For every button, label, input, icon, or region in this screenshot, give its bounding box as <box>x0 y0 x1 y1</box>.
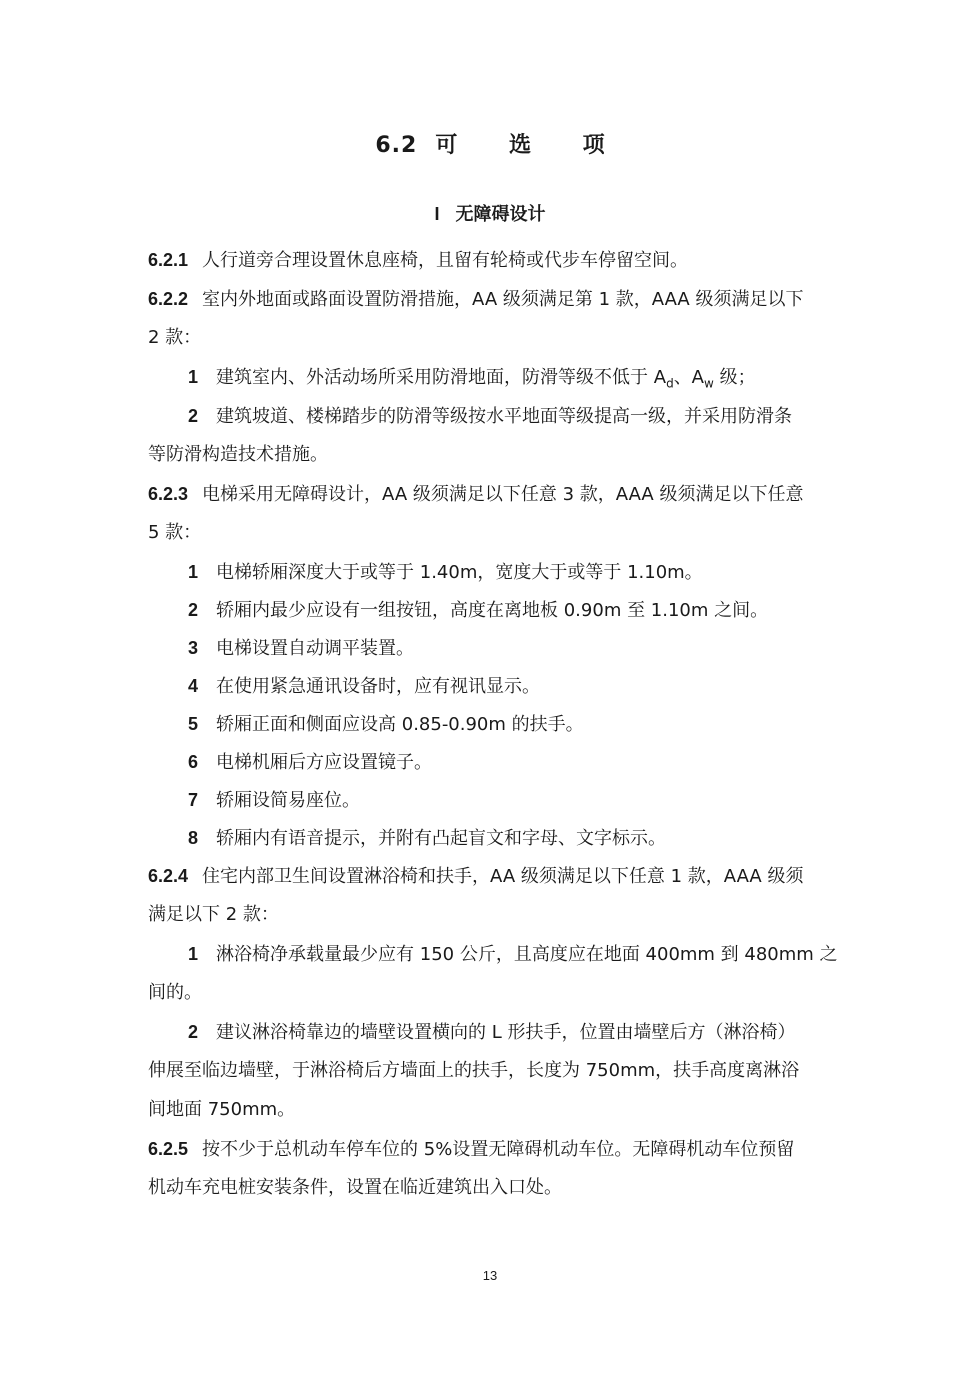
clause-text: 住宅内部卫生间设置淋浴椅和扶手，AA 级须满足以下任意 1 款，AAA 级须 <box>202 866 804 887</box>
section-title <box>0 128 980 159</box>
item-number: 5 <box>188 714 199 734</box>
item-number: 2 <box>188 406 199 426</box>
item-text: 轿厢内最少应设有一组按钮，高度在离地板 0.90m 至 1.10m 之间。 <box>216 600 769 621</box>
clause-6-2-1 <box>148 248 858 273</box>
clause-6-2-4-cont: 满足以下 2 款： <box>148 904 279 925</box>
section-title-text: 可 选 项 <box>435 133 627 158</box>
item-number: 4 <box>188 676 199 696</box>
item-text: 建议淋浴椅靠边的墙壁设置横向的 L 形扶手，位置由墙壁后方（淋浴椅） <box>216 1022 796 1043</box>
clause-text: 电梯采用无障碍设计，AA 级须满足以下任意 3 款，AAA 级须满足以下任意 <box>202 484 804 505</box>
clause-6-2-4 <box>148 864 858 889</box>
item-text: 在使用紧急通讯设备时，应有视讯显示。 <box>216 676 541 697</box>
item-text: 轿厢设简易座位。 <box>216 790 361 811</box>
item-6-2-2-2 <box>188 404 858 429</box>
clause-6-2-5-cont: 机动车充电桩安装条件，设置在临近建筑出入口处。 <box>148 1177 562 1198</box>
item-6-2-3-5 <box>188 712 858 737</box>
item-6-2-2-2-cont: 等防滑构造技术措施。 <box>148 444 328 465</box>
clause-6-2-2 <box>148 287 858 312</box>
clause-number: 6.2.1 <box>148 250 189 270</box>
item-text: 轿厢内有语音提示，并附有凸起盲文和字母、文字标示。 <box>216 828 667 849</box>
item-text: 建筑坡道、楼梯踏步的防滑等级按水平地面等级提高一级，并采用防滑条 <box>216 406 793 427</box>
item-number: 2 <box>188 1022 199 1042</box>
item-6-2-4-2-cont1: 伸展至临边墙壁，于淋浴椅后方墙面上的扶手，长度为 750mm，扶手高度离淋浴 <box>148 1060 800 1081</box>
item-6-2-3-6 <box>188 750 858 775</box>
clause-6-2-3-cont: 5 款： <box>148 522 202 543</box>
clause-6-2-3 <box>148 482 858 507</box>
clause-6-2-2-cont: 2 款： <box>148 327 202 348</box>
item-number: 1 <box>188 562 199 582</box>
subsection-title <box>0 200 980 226</box>
item-text: 淋浴椅净承载量最少应有 150 公斤，且高度应在地面 400mm 到 480mm 之 <box>216 944 838 965</box>
item-6-2-4-2-cont2: 间地面 750mm。 <box>148 1099 296 1120</box>
item-6-2-3-7 <box>188 788 858 813</box>
clause-text: 人行道旁合理设置休息座椅，且留有轮椅或代步车停留空间。 <box>202 250 689 271</box>
subscript: d <box>666 376 674 391</box>
item-text: 建筑室内、外活动场所采用防滑地面，防滑等级不低于 A <box>216 367 667 388</box>
clause-number: 6.2.4 <box>148 866 189 886</box>
item-number: 1 <box>188 944 199 964</box>
subsection-roman: I <box>434 204 440 224</box>
clause-text: 室内外地面或路面设置防滑措施，AA 级须满足第 1 款，AAA 级须满足以下 <box>202 289 804 310</box>
item-6-2-2-1 <box>188 365 858 396</box>
item-6-2-4-1 <box>188 942 858 967</box>
item-number: 7 <box>188 790 199 810</box>
item-text-mid: 、A <box>673 367 705 388</box>
item-6-2-3-3 <box>188 636 858 661</box>
item-number: 1 <box>188 367 199 387</box>
clause-text: 按不少于总机动车停车位的 5%设置无障碍机动车位。无障碍机动车位预留 <box>202 1139 795 1160</box>
section-number: 6.2 <box>375 133 418 158</box>
item-6-2-3-2 <box>188 598 858 623</box>
page-number: 13 <box>482 1268 498 1283</box>
item-6-2-3-1 <box>188 560 858 585</box>
subsection-title-text: 无障碍设计 <box>455 204 546 225</box>
item-6-2-4-1-cont: 间的。 <box>148 982 202 1003</box>
subscript: w <box>704 376 714 391</box>
clause-6-2-5 <box>148 1137 858 1162</box>
clause-number: 6.2.5 <box>148 1139 189 1159</box>
item-text: 电梯设置自动调平装置。 <box>216 638 415 659</box>
item-text: 电梯机厢后方应设置镜子。 <box>216 752 433 773</box>
item-6-2-3-4 <box>188 674 858 699</box>
item-text: 电梯轿厢深度大于或等于 1.40m，宽度大于或等于 1.10m。 <box>216 562 703 583</box>
item-number: 8 <box>188 828 199 848</box>
item-text: 轿厢正面和侧面应设高 0.85-0.90m 的扶手。 <box>216 714 584 735</box>
clause-number: 6.2.3 <box>148 484 189 504</box>
item-number: 2 <box>188 600 199 620</box>
item-number: 3 <box>188 638 199 658</box>
clause-number: 6.2.2 <box>148 289 189 309</box>
item-text-end: 级； <box>713 367 756 388</box>
item-6-2-3-8 <box>188 826 858 851</box>
item-number: 6 <box>188 752 199 772</box>
item-6-2-4-2 <box>188 1020 858 1045</box>
